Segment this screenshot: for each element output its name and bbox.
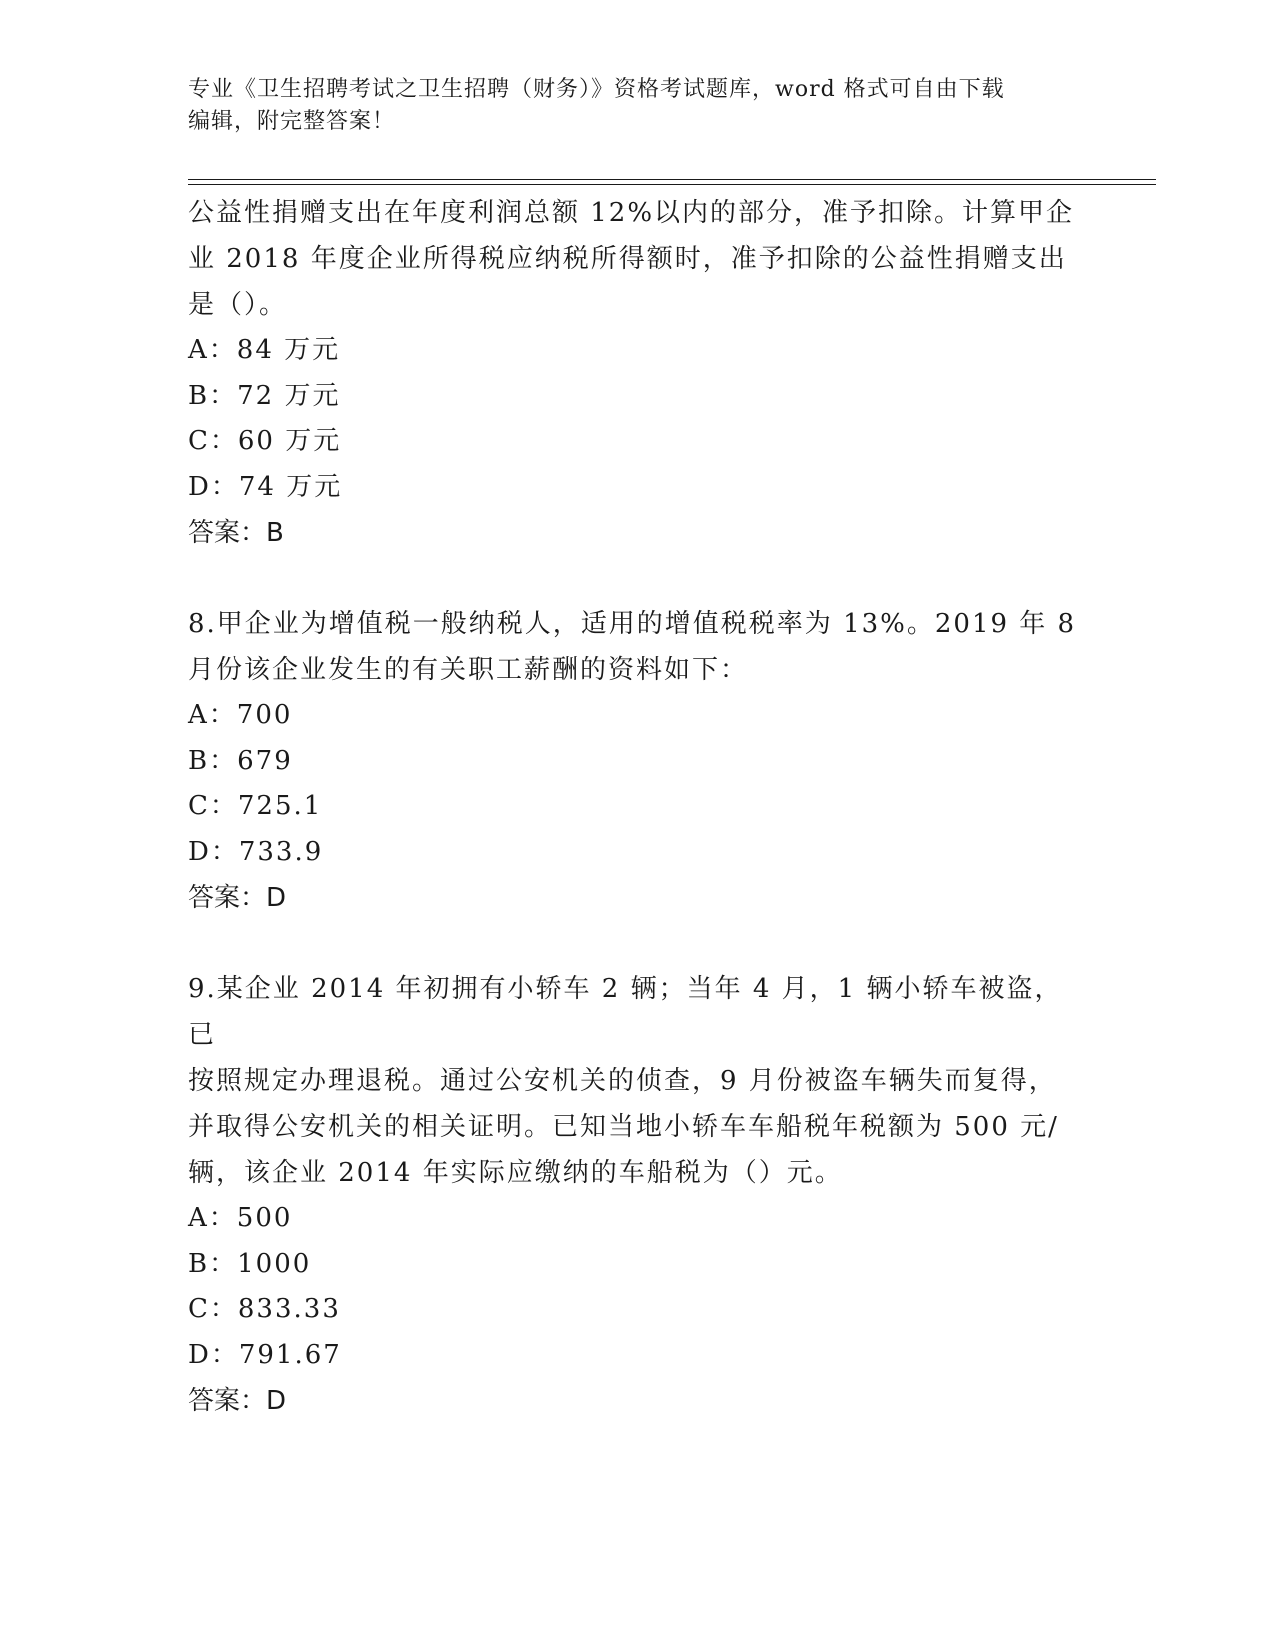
spacer [188,921,1088,966]
option-d: D：74 万元 [188,471,343,502]
question-text-line: 9.某企业 2014 年初拥有小轿车 2 辆；当年 4 月，1 辆小轿车被盗，已 [188,974,1063,1050]
option-a: A：700 [188,700,293,730]
option-d: D：733.9 [188,836,324,867]
option-c: C：60 万元 [188,426,342,456]
header-divider-bottom [188,184,1156,185]
question-list [188,190,1088,1424]
answer-line: 答案：D [188,1386,287,1416]
option-d: D：791.67 [188,1339,342,1370]
option-a: A：84 万元 [188,335,341,365]
question-text-line: 月份该企业发生的有关职工薪酬的资料如下： [188,655,749,685]
question-block [188,601,1088,921]
answer-line: 答案：D [188,883,287,913]
question-text-line: 是（）。 [188,290,288,320]
question-block [188,966,1088,1424]
question-text-line: 8.甲企业为增值税一般纳税人，适用的增值税税率为 13%。2019 年 8 [188,609,1077,639]
option-b: B：679 [188,745,293,776]
question-block [188,190,1088,556]
question-text-line: 业 2018 年度企业所得税应纳税所得额时，准予扣除的公益性捐赠支出 [188,244,1067,274]
question-text-line: 并取得公安机关的相关证明。已知当地小轿车车船税年税额为 500 元/ [188,1112,1059,1142]
question-text-line: 按照规定办理退税。通过公安机关的侦查，9 月份被盗车辆失而复得， [188,1066,1057,1096]
option-a: A：500 [188,1203,293,1233]
option-b: B：72 万元 [188,380,341,411]
header-divider-top [188,179,1156,180]
answer-line: 答案：B [188,518,284,548]
option-b: B：1000 [188,1248,312,1279]
question-text-line: 辆，该企业 2014 年实际应缴纳的车船税为（）元。 [188,1158,843,1188]
header-line-2: 编辑，附完整答案！ [188,109,396,134]
question-text-line: 公益性捐赠支出在年度利润总额 12%以内的部分，准予扣除。计算甲企 [188,198,1075,228]
option-c: C：833.33 [188,1294,341,1324]
spacer [188,556,1088,601]
header-line-1: 专业《卫生招聘考试之卫生招聘（财务）》资格考试题库，word 格式可自由下载 [188,77,1005,102]
document-header [188,74,1088,138]
option-c: C：725.1 [188,791,323,821]
